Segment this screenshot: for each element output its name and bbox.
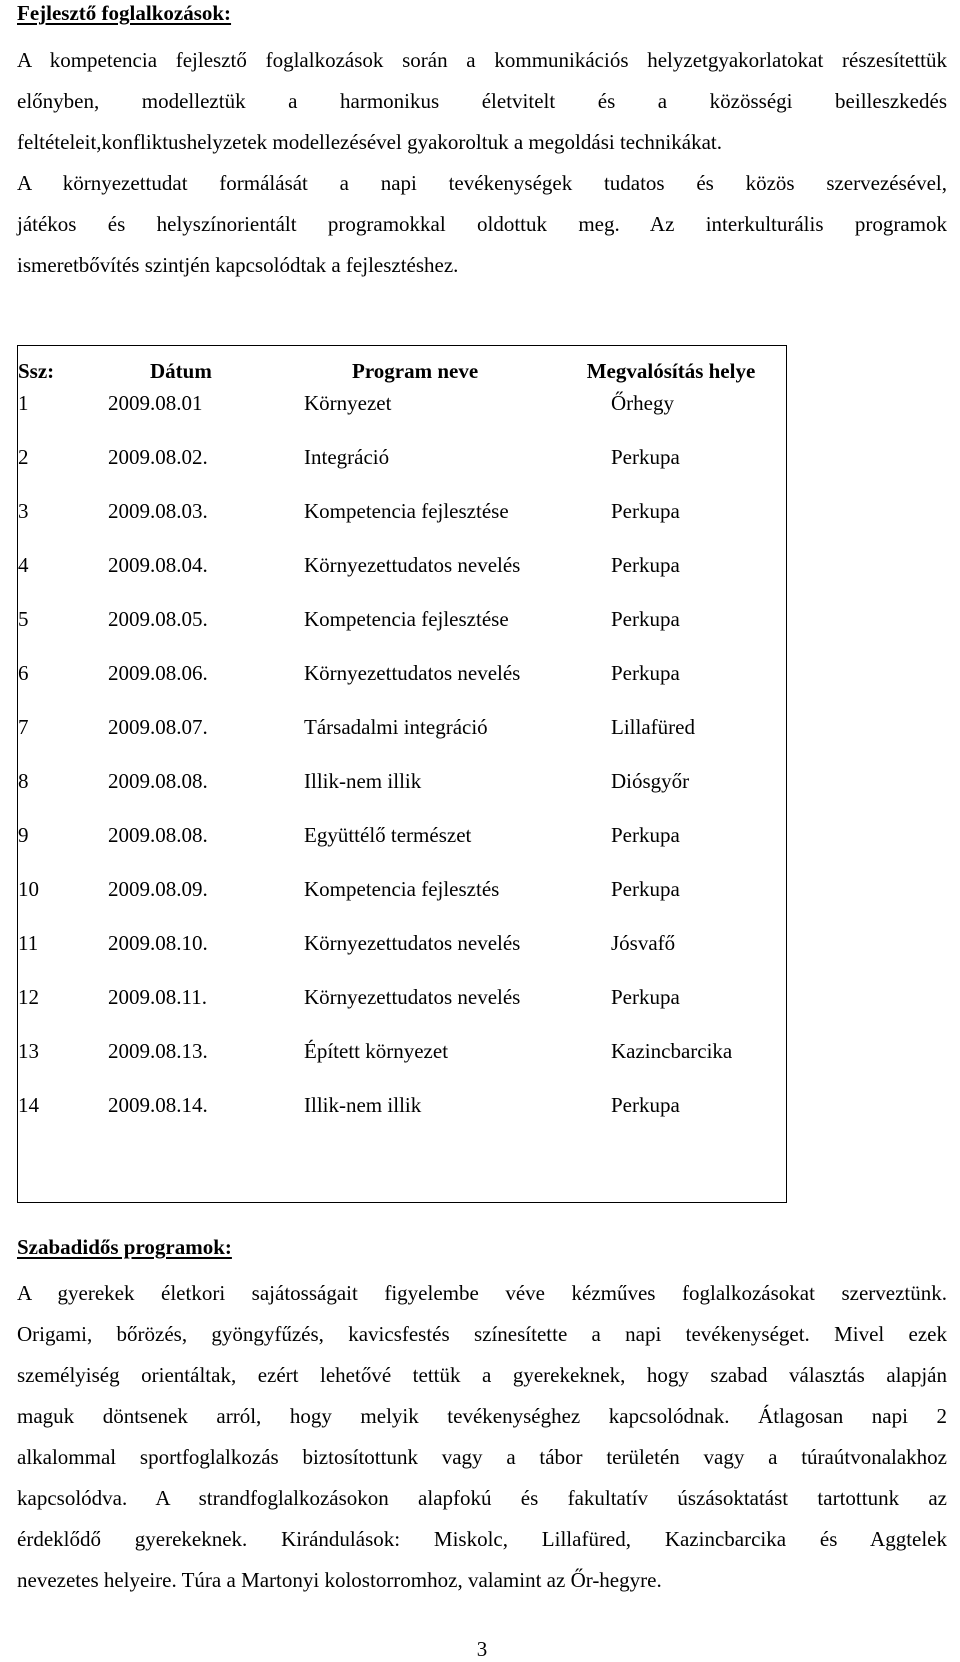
paragraph-line: A környezettudat formálását a napi tevékenységek tudatos és közös szervezésével, [17,171,947,195]
table-row [18,658,786,688]
cell-num: 4 [18,553,29,577]
header-date: Dátum [150,359,212,383]
table-row [18,604,786,634]
cell-date: 2009.08.05. [108,607,208,631]
table-row [18,1090,786,1120]
paragraph-line: kapcsolódva. A strandfoglalkozásokon alapfokú és fakultatív úszásoktatást tartottunk az [17,1486,947,1510]
cell-num: 1 [18,391,29,415]
cell-date: 2009.08.11. [108,985,207,1009]
cell-date: 2009.08.01 [108,391,203,415]
cell-num: 3 [18,499,29,523]
cell-program: Együttélő természet [304,823,472,847]
cell-date: 2009.08.08. [108,823,208,847]
cell-num: 12 [18,985,39,1009]
cell-place: Perkupa [611,661,680,685]
cell-num: 5 [18,607,29,631]
paragraph-line: maguk döntsenek arról, hogy melyik tevékenységhez kapcsolódnak. Átlagosan napi 2 [17,1404,947,1428]
cell-program: Illik-nem illik [304,769,422,793]
cell-program: Kompetencia fejlesztés [304,877,500,901]
paragraph-szabadido [17,1273,947,1601]
cell-num: 6 [18,661,29,685]
table-row [18,442,786,472]
cell-date: 2009.08.02. [108,445,208,469]
table-row [18,712,786,742]
header-name: Program neve [352,359,479,383]
cell-program: Környezettudatos nevelés [304,553,521,577]
cell-place: Diósgyőr [611,769,690,793]
cell-date: 2009.08.04. [108,553,208,577]
cell-date: 2009.08.14. [108,1093,208,1117]
table-row [18,874,786,904]
program-table [17,345,787,1203]
paragraph-line: Origami, bőrözés, gyöngyfűzés, kavicsfestés színesítette a napi tevékenységet. Mivel ezek [17,1322,947,1346]
table-row [18,982,786,1012]
cell-num: 8 [18,769,29,793]
cell-program: Környezettudatos nevelés [304,661,521,685]
cell-program: Illik-nem illik [304,1093,422,1117]
cell-date: 2009.08.03. [108,499,208,523]
paragraph-line: előnyben, modelleztük a harmonikus életvitelt és a közösségi beilleszkedés [17,89,947,113]
paragraph-line: feltételeit,konfliktushelyzetek modellezésével gyakoroltuk a megoldási technikákat. [17,130,722,154]
table-row [18,928,786,958]
cell-place: Perkupa [611,553,680,577]
cell-place: Perkupa [611,607,680,631]
table-row [18,1036,786,1066]
page-number: 3 [476,1637,488,1661]
table-row [18,766,786,796]
table-row [18,388,786,418]
paragraph-line: érdeklődő gyerekeknek. Kirándulások: Miskolc, Lillafüred, Kazincbarcika és Aggtelek [17,1527,947,1551]
cell-date: 2009.08.10. [108,931,208,955]
cell-num: 10 [18,877,39,901]
cell-place: Kazincbarcika [611,1039,733,1063]
cell-program: Épített környezet [304,1039,449,1063]
cell-place: Perkupa [611,985,680,1009]
cell-date: 2009.08.13. [108,1039,208,1063]
cell-num: 9 [18,823,29,847]
cell-program: Környezettudatos nevelés [304,931,521,955]
paragraph-line: ismeretbővítés szintjén kapcsolódtak a fejlesztéshez. [17,253,459,277]
cell-program: Társadalmi integráció [304,715,488,739]
paragraph-line: személyiség orientáltak, ezért lehetővé tettük a gyerekeknek, hogy szabad választás alapján [17,1363,947,1387]
cell-date: 2009.08.09. [108,877,208,901]
paragraph-line: nevezetes helyeire. Túra a Martonyi kolostorromhoz, valamint az Őr-hegyre. [17,1568,662,1592]
paragraph-line: játékos és helyszínorientált programokkal oldottuk meg. Az interkulturális programok [17,212,947,236]
paragraph-line: alkalommal sportfoglalkozás biztosítottunk vagy a tábor területén vagy a túraútvonalakhoz [17,1445,947,1469]
paragraph-fejleszto [17,40,947,286]
section-title-fejleszto: Fejlesztő foglalkozások: [17,1,232,25]
cell-place: Őrhegy [611,391,674,415]
cell-place: Jósvafő [611,931,676,955]
cell-place: Perkupa [611,877,680,901]
cell-place: Perkupa [611,499,680,523]
cell-place: Perkupa [611,823,680,847]
cell-date: 2009.08.07. [108,715,208,739]
cell-place: Perkupa [611,445,680,469]
cell-num: 11 [18,931,39,955]
header-num: Ssz: [18,359,55,383]
table-row [18,550,786,580]
cell-place: Lillafüred [611,715,695,739]
cell-date: 2009.08.06. [108,661,208,685]
cell-program: Kompetencia fejlesztése [304,499,509,523]
cell-program: Kompetencia fejlesztése [304,607,509,631]
cell-program: Környezet [304,391,392,415]
cell-date: 2009.08.08. [108,769,208,793]
table-row [18,496,786,526]
table-row [18,820,786,850]
cell-num: 7 [18,715,29,739]
section-title-szabadido: Szabadidős programok: [17,1235,232,1259]
header-place: Megvalósítás helye [586,359,756,383]
cell-program: Környezettudatos nevelés [304,985,521,1009]
paragraph-line: A gyerekek életkori sajátosságait figyelembe véve kézműves foglalkozásokat szerveztünk. [17,1281,947,1305]
cell-num: 13 [18,1039,39,1063]
paragraph-line: A kompetencia fejlesztő foglalkozások során a kommunikációs helyzetgyakorlatokat részesítettük [17,48,947,72]
cell-num: 2 [18,445,29,469]
cell-program: Integráció [304,445,390,469]
cell-num: 14 [18,1093,39,1117]
cell-place: Perkupa [611,1093,680,1117]
